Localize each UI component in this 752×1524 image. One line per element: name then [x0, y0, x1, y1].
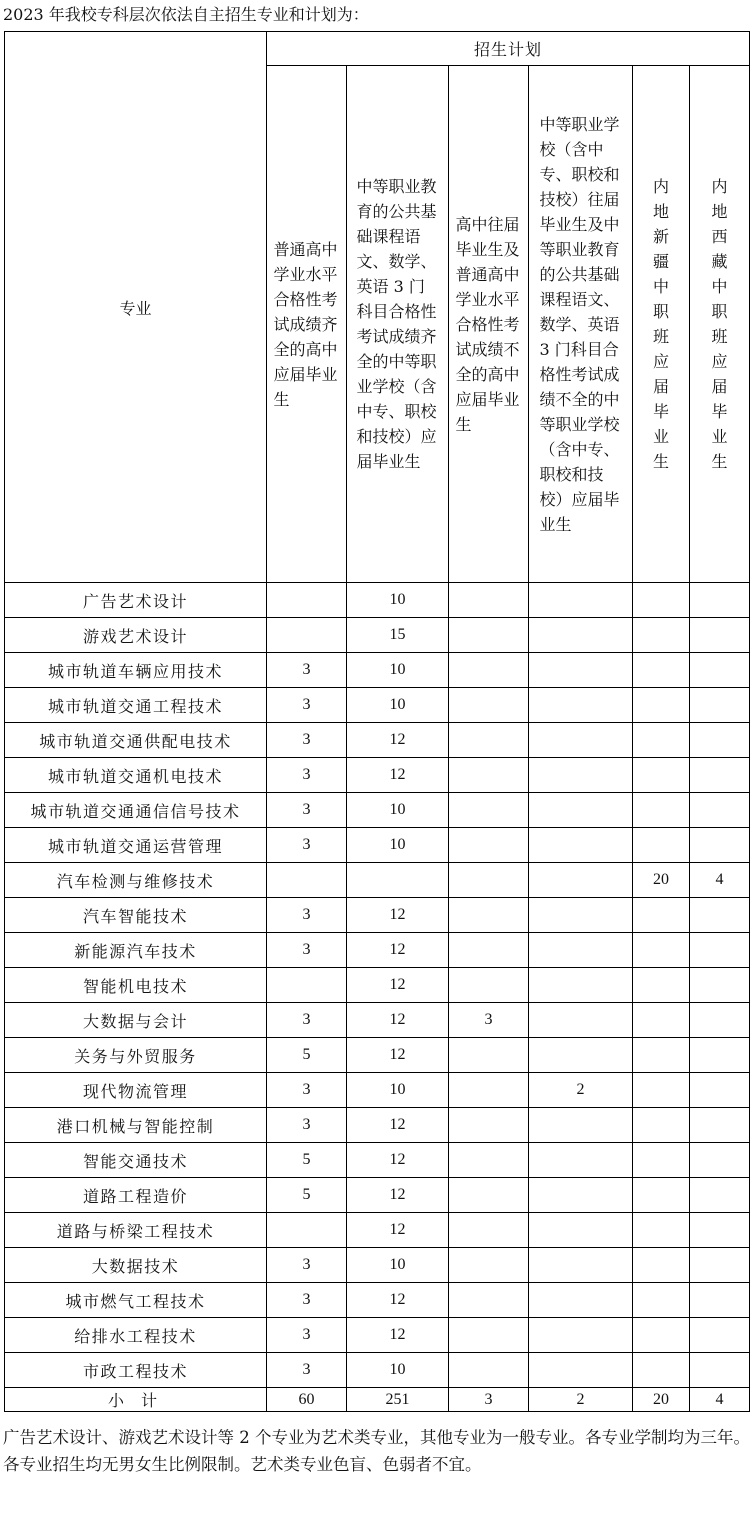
quota-cell-6: [690, 1073, 750, 1108]
major-name-cell: 智能交通技术: [5, 1143, 267, 1178]
quota-cell-3: 3: [449, 1003, 529, 1038]
quota-cell-2: 10: [347, 583, 449, 618]
category-header-6-text: 内地西藏中职班应届毕业生: [711, 177, 728, 471]
quota-cell-4: [529, 618, 633, 653]
table-row: [5, 618, 750, 653]
quota-cell-4: [529, 1108, 633, 1143]
quota-cell-1: 3: [267, 688, 347, 723]
quota-cell-1: 3: [267, 1283, 347, 1318]
quota-cell-4: [529, 968, 633, 1003]
quota-cell-5: [633, 1108, 690, 1143]
table-row: [5, 1038, 750, 1073]
quota-cell-5: 20: [633, 863, 690, 898]
table-row: [5, 688, 750, 723]
quota-cell-5: [633, 793, 690, 828]
table-row: [5, 968, 750, 1003]
quota-cell-3: [449, 898, 529, 933]
table-body: [5, 583, 750, 1388]
quota-cell-6: [690, 898, 750, 933]
quota-cell-5: [633, 1038, 690, 1073]
subtotal-cell-1: 60: [267, 1388, 347, 1412]
major-name-cell: 城市燃气工程技术: [5, 1283, 267, 1318]
major-name-cell: 道路与桥梁工程技术: [5, 1213, 267, 1248]
quota-cell-2: 12: [347, 758, 449, 793]
quota-cell-1: [267, 968, 347, 1003]
major-name-cell: 新能源汽车技术: [5, 933, 267, 968]
category-header-1-text: 普通高中学业水平合格性考试成绩齐全的高中应届毕业生: [273, 239, 338, 409]
quota-cell-2: 12: [347, 1143, 449, 1178]
quota-cell-6: [690, 1283, 750, 1318]
quota-cell-5: [633, 723, 690, 758]
quota-cell-4: [529, 828, 633, 863]
quota-cell-3: [449, 1283, 529, 1318]
quota-cell-6: [690, 723, 750, 758]
quota-cell-2: 12: [347, 1003, 449, 1038]
quota-cell-5: [633, 758, 690, 793]
major-name-cell: 大数据与会计: [5, 1003, 267, 1038]
quota-cell-2: 15: [347, 618, 449, 653]
major-name-cell: 市政工程技术: [5, 1353, 267, 1388]
quota-cell-4: [529, 863, 633, 898]
category-header-3-text: 高中往届毕业生及普通高中学业水平合格性考试成绩不全的高中应届毕业生: [455, 214, 520, 434]
quota-cell-5: [633, 933, 690, 968]
enrollment-plan-table: [4, 31, 750, 1412]
quota-cell-5: [633, 1143, 690, 1178]
quota-cell-6: [690, 1143, 750, 1178]
quota-cell-1: [267, 1213, 347, 1248]
quota-cell-6: [690, 1213, 750, 1248]
quota-cell-6: [690, 618, 750, 653]
quota-cell-1: 5: [267, 1143, 347, 1178]
category-header-1: [267, 66, 347, 583]
table-row: [5, 1248, 750, 1283]
major-name-cell: 城市轨道车辆应用技术: [5, 653, 267, 688]
intro-text: 2023 年我校专科层次依法自主招生专业和计划为：: [3, 5, 369, 24]
subtotal-cell-4: 2: [529, 1388, 633, 1412]
major-name-cell: 城市轨道交通供配电技术: [5, 723, 267, 758]
quota-cell-6: [690, 1108, 750, 1143]
category-header-5: [633, 66, 690, 583]
major-name-cell: 港口机械与智能控制: [5, 1108, 267, 1143]
major-name-cell: 广告艺术设计: [5, 583, 267, 618]
table-row: [5, 933, 750, 968]
quota-cell-2: 12: [347, 933, 449, 968]
quota-cell-4: [529, 933, 633, 968]
category-header-4-text: 中等职业学校（含中专、职校和技校）往届毕业生及中等职业教育的公共基础课程语文、数学、英语 3 门科目合格性考试成绩不全的中等职业学校（含中专、职校和技校）应届毕业生: [539, 114, 620, 534]
quota-cell-1: 3: [267, 933, 347, 968]
quota-cell-2: 12: [347, 898, 449, 933]
notes-text: 广告艺术设计、游戏艺术设计等 2 个专业为艺术类专业，其他专业为一般专业。各专业学制均为三年。各专业招生均无男女生比例限制。艺术类专业色盲、色弱者不宜。: [3, 1428, 750, 1474]
table-row: [5, 758, 750, 793]
quota-cell-1: [267, 583, 347, 618]
quota-cell-1: 3: [267, 898, 347, 933]
table-row: [5, 793, 750, 828]
table-row: [5, 653, 750, 688]
table-row: [5, 898, 750, 933]
quota-cell-2: 10: [347, 1248, 449, 1283]
quota-cell-3: [449, 1108, 529, 1143]
quota-cell-5: [633, 1213, 690, 1248]
quota-cell-1: 3: [267, 653, 347, 688]
quota-cell-2: 10: [347, 653, 449, 688]
subtotal-cell-6: 4: [690, 1388, 750, 1412]
quota-cell-4: [529, 1178, 633, 1213]
quota-cell-2: [347, 863, 449, 898]
major-name-cell: 汽车智能技术: [5, 898, 267, 933]
table-row: [5, 1073, 750, 1108]
quota-cell-4: [529, 1248, 633, 1283]
quota-cell-3: [449, 968, 529, 1003]
quota-cell-2: 10: [347, 688, 449, 723]
quota-cell-1: 3: [267, 1318, 347, 1353]
major-name-cell: 现代物流管理: [5, 1073, 267, 1108]
quota-cell-4: [529, 1318, 633, 1353]
quota-cell-4: [529, 1213, 633, 1248]
quota-cell-1: 3: [267, 793, 347, 828]
quota-cell-1: [267, 618, 347, 653]
quota-cell-2: 10: [347, 793, 449, 828]
quota-cell-2: 12: [347, 1213, 449, 1248]
quota-cell-2: 12: [347, 1283, 449, 1318]
quota-cell-5: [633, 1003, 690, 1038]
quota-cell-6: [690, 1038, 750, 1073]
quota-cell-4: [529, 1143, 633, 1178]
table-row: [5, 583, 750, 618]
quota-cell-2: 12: [347, 968, 449, 1003]
major-column-header: 专业: [5, 32, 267, 583]
major-name-cell: 城市轨道交通通信信号技术: [5, 793, 267, 828]
quota-cell-4: 2: [529, 1073, 633, 1108]
quota-cell-3: [449, 583, 529, 618]
quota-cell-3: [449, 1073, 529, 1108]
quota-cell-2: 12: [347, 723, 449, 758]
quota-cell-1: [267, 863, 347, 898]
quota-cell-2: 12: [347, 1178, 449, 1213]
quota-cell-4: [529, 1003, 633, 1038]
quota-cell-4: [529, 688, 633, 723]
subtotal-row: [5, 1388, 750, 1412]
quota-cell-5: [633, 1073, 690, 1108]
quota-cell-2: 10: [347, 828, 449, 863]
category-header-5-text: 内地新疆中职班应届毕业生: [652, 177, 669, 471]
quota-cell-1: 3: [267, 1108, 347, 1143]
quota-cell-6: [690, 828, 750, 863]
quota-cell-1: 5: [267, 1038, 347, 1073]
quota-cell-4: [529, 1353, 633, 1388]
quota-cell-3: [449, 1213, 529, 1248]
subtotal-cell-5: 20: [633, 1388, 690, 1412]
quota-cell-6: [690, 688, 750, 723]
quota-cell-6: [690, 968, 750, 1003]
quota-cell-6: [690, 793, 750, 828]
enrollment-plan-header: 招生计划: [267, 32, 750, 66]
quota-cell-2: 12: [347, 1108, 449, 1143]
subtotal-cell-3: 3: [449, 1388, 529, 1412]
quota-cell-5: [633, 1178, 690, 1213]
category-header-2: [347, 66, 449, 583]
major-name-cell: 汽车检测与维修技术: [5, 863, 267, 898]
quota-cell-3: [449, 653, 529, 688]
quota-cell-3: [449, 933, 529, 968]
quota-cell-2: 12: [347, 1038, 449, 1073]
table-row: [5, 1178, 750, 1213]
major-name-cell: 大数据技术: [5, 1248, 267, 1283]
quota-cell-3: [449, 1248, 529, 1283]
quota-cell-1: 3: [267, 1073, 347, 1108]
subtotal-cell-2: 251: [347, 1388, 449, 1412]
table-row: [5, 1143, 750, 1178]
table-row: [5, 1108, 750, 1143]
quota-cell-6: 4: [690, 863, 750, 898]
table-row: [5, 1283, 750, 1318]
quota-cell-5: [633, 653, 690, 688]
quota-cell-1: 3: [267, 1248, 347, 1283]
quota-cell-5: [633, 1353, 690, 1388]
major-name-cell: 城市轨道交通工程技术: [5, 688, 267, 723]
major-name-cell: 城市轨道交通运营管理: [5, 828, 267, 863]
quota-cell-6: [690, 1178, 750, 1213]
quota-cell-6: [690, 583, 750, 618]
quota-cell-1: 5: [267, 1178, 347, 1213]
quota-cell-5: [633, 583, 690, 618]
quota-cell-2: 12: [347, 1318, 449, 1353]
table-row: [5, 723, 750, 758]
quota-cell-4: [529, 1283, 633, 1318]
table-row: [5, 1003, 750, 1038]
major-name-cell: 道路工程造价: [5, 1178, 267, 1213]
quota-cell-6: [690, 1003, 750, 1038]
subtotal-label: 小 计: [5, 1388, 267, 1412]
quota-cell-6: [690, 1248, 750, 1283]
quota-cell-1: 3: [267, 723, 347, 758]
quota-cell-3: [449, 723, 529, 758]
quota-cell-6: [690, 758, 750, 793]
quota-cell-3: [449, 828, 529, 863]
major-name-cell: 智能机电技术: [5, 968, 267, 1003]
category-header-3: [449, 66, 529, 583]
major-name-cell: 游戏艺术设计: [5, 618, 267, 653]
major-name-cell: 关务与外贸服务: [5, 1038, 267, 1073]
quota-cell-4: [529, 1038, 633, 1073]
quota-cell-1: 3: [267, 828, 347, 863]
quota-cell-5: [633, 688, 690, 723]
quota-cell-2: 10: [347, 1073, 449, 1108]
table-row: [5, 863, 750, 898]
quota-cell-6: [690, 1318, 750, 1353]
quota-cell-5: [633, 1248, 690, 1283]
major-name-cell: 给排水工程技术: [5, 1318, 267, 1353]
quota-cell-3: [449, 863, 529, 898]
quota-cell-5: [633, 898, 690, 933]
quota-cell-4: [529, 583, 633, 618]
quota-cell-5: [633, 618, 690, 653]
quota-cell-1: 3: [267, 1003, 347, 1038]
quota-cell-5: [633, 968, 690, 1003]
quota-cell-6: [690, 1353, 750, 1388]
quota-cell-4: [529, 723, 633, 758]
quota-cell-4: [529, 898, 633, 933]
quota-cell-3: [449, 793, 529, 828]
quota-cell-4: [529, 793, 633, 828]
category-header-2-text: 中等职业教育的公共基础课程语文、数学、英语 3 门科目合格性考试成绩齐全的中等职业学校（含中专、职校和技校）应届毕业生: [356, 177, 437, 471]
quota-cell-3: [449, 1353, 529, 1388]
major-name-cell: 城市轨道交通机电技术: [5, 758, 267, 793]
quota-cell-5: [633, 1318, 690, 1353]
table-row: [5, 828, 750, 863]
quota-cell-6: [690, 653, 750, 688]
quota-cell-1: 3: [267, 758, 347, 793]
table-row: [5, 1353, 750, 1388]
quota-cell-3: [449, 1178, 529, 1213]
quota-cell-5: [633, 828, 690, 863]
quota-cell-3: [449, 1318, 529, 1353]
quota-cell-4: [529, 758, 633, 793]
quota-cell-3: [449, 618, 529, 653]
quota-cell-6: [690, 933, 750, 968]
quota-cell-1: 3: [267, 1353, 347, 1388]
quota-cell-3: [449, 688, 529, 723]
quota-cell-4: [529, 653, 633, 688]
quota-cell-3: [449, 758, 529, 793]
table-row: [5, 1318, 750, 1353]
quota-cell-5: [633, 1283, 690, 1318]
quota-cell-2: 10: [347, 1353, 449, 1388]
table-row: [5, 1213, 750, 1248]
category-header-4: [529, 66, 633, 583]
quota-cell-3: [449, 1038, 529, 1073]
quota-cell-3: [449, 1143, 529, 1178]
category-header-6: [690, 66, 750, 583]
